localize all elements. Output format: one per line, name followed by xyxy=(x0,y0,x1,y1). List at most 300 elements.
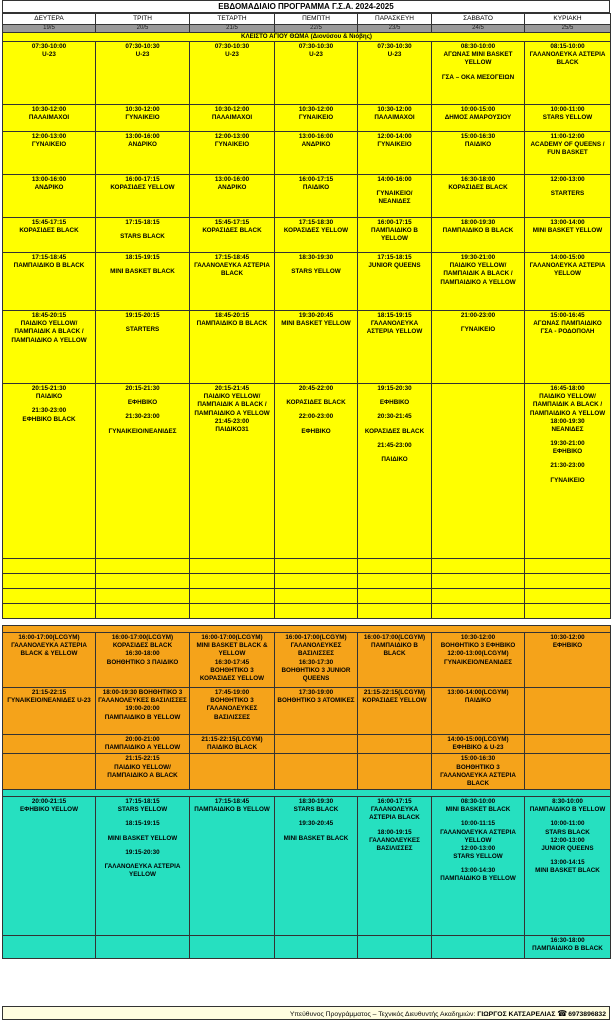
schedule-cell xyxy=(358,105,432,132)
empty-cell xyxy=(3,559,96,574)
empty-cell xyxy=(358,559,432,574)
slot-label: ΠΑΜΠΑΙΔΙΚΟ Β BLACK xyxy=(532,945,603,953)
slot-label: MINI BASKET YELLOW xyxy=(532,227,603,235)
slot-label: ΠΑΙΔΙΚΟ YELLOW/ ΠΑΜΠΑΙΔΙΚΟ Α BLACK xyxy=(107,763,178,779)
slot-time: 08:30-10:00 xyxy=(460,43,496,50)
slot-label: ΓΑΛΑΝΟΛΕΥΚΑ ΑΣΤΕΡΙΑ BLACK xyxy=(194,262,270,278)
schedule-cell xyxy=(432,132,525,175)
day-header-row xyxy=(3,14,611,25)
empty-cell xyxy=(358,604,432,619)
slot-time: 13:00-16:00 xyxy=(125,133,160,140)
slot-label: STARS BLACK xyxy=(293,806,339,814)
schedule-cell xyxy=(432,384,525,559)
slot-label: ΓΑΛΑΝΟΛΕΥΚΑ ΑΣΤΕΡΙΑ YELLOW xyxy=(366,320,423,336)
slot-label: ΚΟΡΑΣΙΔΕΣ YELLOW xyxy=(362,697,427,705)
footer-text: Υπεύθυνος Προγράμματος – Τεχνικός Διευθυντής Ακαδημιών: xyxy=(289,1011,478,1018)
day-header: ΠΕΜΠΤΗ xyxy=(275,14,358,25)
slot-time: 10:00-11:00 xyxy=(550,106,585,113)
slot-time: 13:00-14:15 xyxy=(550,859,585,867)
slot-label: ΠΑΙΔΙΚΟ BLACK xyxy=(206,744,258,752)
slot-time: 10:00-11:00 xyxy=(550,820,585,828)
empty-cell xyxy=(275,574,358,589)
slot-time: 10:00-15:00 xyxy=(460,106,496,113)
schedule-cell xyxy=(190,218,275,253)
schedule-cell xyxy=(358,754,432,790)
venue-banner: ΚΛΕΙΣΤΟ ΑΓΙΟΥ ΘΩΜΑ (Διονύσου & Νιόβης) xyxy=(3,33,611,42)
slot-label: U-23 xyxy=(387,51,402,59)
date-row xyxy=(3,25,611,33)
orange-row xyxy=(3,688,611,735)
orange-row xyxy=(3,633,611,688)
slot-label: ΓΑΛΑΝΟΛΕΥΚΑ ΑΣΤΕΡΙΑ YELLOW xyxy=(440,828,516,844)
spacer xyxy=(3,619,611,626)
slot-label: MINI BASKET BLACK xyxy=(283,834,349,842)
slot-time: 19:15-20:30 xyxy=(125,848,160,856)
schedule-cell xyxy=(96,797,190,936)
schedule-cell xyxy=(96,105,190,132)
schedule-cell xyxy=(432,311,525,384)
slot-label: ΔΗΜΟΣ ΑΜΑΡΟΥΣΙΟΥ xyxy=(444,114,512,122)
yellow-row xyxy=(3,384,611,559)
slot-time: 18:15-19:15 xyxy=(125,820,160,828)
slot-label: ΠΑΜΠΑΙΔΙΚΟ Α YELLOW xyxy=(104,744,181,752)
empty-cell xyxy=(358,589,432,604)
empty-cell xyxy=(432,574,525,589)
slot-label: ΓΥΝΑΙΚΕΙΟ/ΝΕΑΝΙΔΕΣ xyxy=(108,427,177,435)
slot-time: 18:45-20:15 xyxy=(214,312,250,319)
empty-cell xyxy=(525,574,611,589)
slot-label: ΓΣΑ – ΟΚΑ ΜΕΣΟΓΕΙΩΝ xyxy=(441,73,515,81)
yellow-row xyxy=(3,175,611,218)
schedule-cell xyxy=(3,175,96,218)
slot-label: ΑΓΩΝΑΣ ΠΑΜΠΑΙΔΙΚΟ ΓΣΑ - ΡΟΔΟΠΟΛΗ xyxy=(533,320,602,336)
schedule-cell xyxy=(275,218,358,253)
schedule-cell xyxy=(358,688,432,735)
schedule-cell xyxy=(190,311,275,384)
schedule-cell xyxy=(358,132,432,175)
schedule-cell xyxy=(3,735,96,754)
slot-time: 16:00-17:00(LCGYM) xyxy=(363,634,426,641)
schedule-cell xyxy=(432,688,525,735)
empty-cell xyxy=(190,589,275,604)
schedule-cell xyxy=(358,311,432,384)
slot-time: 22:00-23:00 xyxy=(298,413,334,421)
orange-top-row xyxy=(3,626,611,633)
yellow-empty-row xyxy=(3,559,611,574)
slot-time: 21:30-23:00 xyxy=(31,407,67,415)
slot-label: STARS BLACK xyxy=(120,233,165,241)
schedule-cell xyxy=(525,633,611,688)
schedule-cell xyxy=(190,688,275,735)
schedule-cell xyxy=(190,175,275,218)
slot-label: ΠΑΜΠΑΙΔΙΚΟ Β BLACK xyxy=(442,227,514,235)
schedule-cell xyxy=(525,311,611,384)
schedule-cell xyxy=(432,105,525,132)
schedule-cell xyxy=(358,384,432,559)
schedule-table xyxy=(2,13,611,959)
slot-time: 15:00-16:45 xyxy=(550,312,585,319)
date-cell: 20/5 xyxy=(96,25,190,33)
slot-time: 16:00-17:00(LCGYM) xyxy=(111,634,174,641)
slot-label: ΠΑΙΔΙΚΟ xyxy=(35,393,63,401)
schedule-cell xyxy=(3,688,96,735)
slot-label: ΒΟΗΘΗΤΙΚΟ 3 ΓΑΛΑΝΟΛΕΥΚΕΣ ΒΑΣΙΛΙΣΣΕΣ xyxy=(206,697,258,721)
slot-time: 16:00-17:15 xyxy=(377,219,412,226)
schedule-cell xyxy=(432,42,525,105)
orange-row xyxy=(3,754,611,790)
slot-label: STARTERS xyxy=(125,326,160,334)
slot-time: 17:15-18:30 xyxy=(298,219,334,226)
slot-time: 13:00-16:00 xyxy=(31,176,67,183)
yellow-row xyxy=(3,253,611,311)
schedule-cell xyxy=(3,384,96,559)
slot-label: U-23 xyxy=(225,51,239,59)
schedule-cell xyxy=(358,42,432,105)
schedule-cell xyxy=(3,754,96,790)
slot-time: 16:00-17:00(LCGYM) xyxy=(18,634,80,641)
slot-time: 12:00-13:00 xyxy=(214,133,250,140)
slot-label: MINI BASKET BLACK & YELLOW xyxy=(196,642,268,658)
schedule-cell xyxy=(190,253,275,311)
slot-time: 12:00-13:00(LCGYM) xyxy=(447,650,509,658)
slot-label: ΓΥΝΑΙΚΕΙΟ/ ΝΕΑΝΙΔΕΣ xyxy=(376,190,413,206)
slot-time: 16:30-17:30 xyxy=(298,658,334,666)
schedule-cell xyxy=(96,936,190,959)
slot-label: ΕΦΗΒΙΚΟ xyxy=(301,427,331,435)
date-cell: 19/5 xyxy=(3,25,96,33)
slot-label: U-23 xyxy=(42,51,56,59)
slot-label: ΒΟΗΘΗΤΙΚΟ 3 ΠΑΙΔΙΚΟ xyxy=(106,658,179,666)
schedule-cell xyxy=(525,936,611,959)
slot-label: ΠΑΜΠΑΙΔΙΚΟ Β BLACK xyxy=(196,320,268,328)
slot-label: U-23 xyxy=(309,51,323,59)
schedule-sheet xyxy=(2,0,610,1018)
slot-time: 20:15-21:30 xyxy=(125,385,160,392)
schedule-cell xyxy=(275,936,358,959)
schedule-cell xyxy=(432,735,525,754)
slot-label: MINI BASKET BLACK xyxy=(445,806,511,814)
empty-cell xyxy=(96,604,190,619)
slot-label: ΓΑΛΑΝΟΛΕΥΚΑ ΑΣΤΕΡΙΑ BLACK xyxy=(369,806,420,822)
empty-cell xyxy=(525,589,611,604)
schedule-cell xyxy=(3,105,96,132)
schedule-cell xyxy=(358,936,432,959)
yellow-row xyxy=(3,132,611,175)
slot-label: ΑΝΔΡΙΚΟ xyxy=(217,184,247,192)
orange-divider xyxy=(3,626,611,633)
slot-time: 16:30-17:45 xyxy=(214,658,250,666)
empty-cell xyxy=(432,604,525,619)
slot-time: 15:45-17:15 xyxy=(214,219,250,226)
empty-cell xyxy=(3,604,96,619)
slot-time: 07:30-10:00 xyxy=(31,43,67,50)
slot-label: MINI BASKET YELLOW xyxy=(107,834,178,842)
empty-cell xyxy=(432,589,525,604)
slot-time: 07:30-10:30 xyxy=(214,43,250,50)
schedule-cell xyxy=(190,754,275,790)
slot-label: MINI BASKET BLACK xyxy=(535,867,600,875)
schedule-cell xyxy=(96,175,190,218)
schedule-cell xyxy=(358,735,432,754)
schedule-cell xyxy=(358,797,432,936)
slot-time: 10:30-12:00 xyxy=(550,634,585,641)
slot-label: ACADEMY OF QUEENS / FUN BASKET xyxy=(530,141,605,157)
slot-label: ΓΑΛΑΝΟΛΕΥΚΑ ΑΣΤΕΡΙΑ BLACK xyxy=(529,51,606,67)
schedule-cell xyxy=(275,175,358,218)
slot-time: 16:45-18:00 xyxy=(550,385,585,392)
slot-label: ΠΑΜΠΑΙΔΙΚΟ Β BLACK xyxy=(13,262,85,270)
slot-time: 21:15-22:15 xyxy=(125,755,160,763)
slot-label: U-23 xyxy=(135,51,150,59)
schedule-cell xyxy=(96,754,190,790)
slot-time: 07:30-10:30 xyxy=(125,43,160,50)
schedule-cell xyxy=(275,384,358,559)
slot-label: ΠΑΙΔΙΚΟ xyxy=(302,184,330,192)
date-cell: 23/5 xyxy=(358,25,432,33)
slot-time: 12:00-14:00 xyxy=(377,133,412,140)
slot-time: 16:00-17:00(LCGYM) xyxy=(201,634,263,641)
slot-time: 20:00-21:00 xyxy=(125,736,160,743)
slot-time: 16:00-17:00(LCGYM) xyxy=(285,634,347,641)
slot-time: 19:30-21:00 xyxy=(550,440,585,448)
slot-time: 13:00-16:00 xyxy=(298,133,334,140)
schedule-cell xyxy=(525,797,611,936)
schedule-cell xyxy=(275,688,358,735)
slot-label: ΠΑΙΔΙΚΟ xyxy=(381,455,408,463)
slot-time: 17:30-19:00 xyxy=(298,689,334,696)
slot-label: ΠΑΙΔΙΚΟ YELLOW/ ΠΑΜΠΑΙΔΙΚ Α BLACK / ΠΑΜΠΑΙΔΙΚΟ Α YELLOW xyxy=(11,320,87,344)
slot-time: 13:00-14:00(LCGYM) xyxy=(447,689,509,696)
slot-time: 18:00-19:30 ΒΟΗΘΗΤΙΚΟ 3 xyxy=(102,689,183,696)
slot-label: ΚΟΡΑΣΙΔΕΣ BLACK xyxy=(19,227,79,235)
slot-label: ΕΦΗΒΙΚΟ YELLOW xyxy=(19,806,79,814)
slot-label: ΚΟΡΑΣΙΔΕΣ BLACK xyxy=(202,227,262,235)
slot-label: STARTERS xyxy=(550,190,585,198)
teal-top-row xyxy=(3,790,611,797)
slot-label: ΚΟΡΑΣΙΔΕΣ YELLOW xyxy=(283,227,349,235)
slot-time: 18:30-19:30 xyxy=(298,798,334,806)
schedule-cell xyxy=(525,735,611,754)
day-header: ΚΥΡΙΑΚΗ xyxy=(525,14,611,25)
slot-label: ΑΝΔΡΙΚΟ xyxy=(301,141,331,149)
slot-time: 21:00-23:00 xyxy=(460,312,496,319)
empty-cell xyxy=(275,604,358,619)
teal-divider xyxy=(3,790,611,797)
slot-label: STARS BLACK xyxy=(545,828,590,836)
slot-time: 21:45-23:00 xyxy=(214,417,250,425)
empty-cell xyxy=(358,574,432,589)
slot-time: 14:00-15:00(LCGYM) xyxy=(447,736,509,743)
slot-time: 8:30-10:00 xyxy=(552,798,583,806)
slot-time: 19:15-20:30 xyxy=(377,385,412,392)
empty-cell xyxy=(3,589,96,604)
slot-label: STARS YELLOW xyxy=(453,853,503,861)
slot-label: ΠΑΜΠΑΙΔΙΚΟ Β YELLOW xyxy=(371,227,418,243)
slot-time: 07:30-10:30 xyxy=(377,43,412,50)
schedule-cell xyxy=(3,633,96,688)
schedule-cell xyxy=(525,175,611,218)
schedule-cell xyxy=(432,797,525,936)
schedule-cell xyxy=(358,253,432,311)
slot-time: 20:15-21:30 xyxy=(31,385,67,392)
slot-time: 12:00-13:00 xyxy=(460,844,496,852)
schedule-cell xyxy=(3,253,96,311)
slot-label: ΠΑΙΔΙΚΟ31 xyxy=(215,425,249,433)
schedule-cell xyxy=(432,175,525,218)
slot-label: ΕΦΗΒΙΚΟ xyxy=(552,642,583,650)
slot-label: ΕΦΗΒΙΚΟ xyxy=(127,399,158,407)
schedule-cell xyxy=(96,311,190,384)
slot-time: 21:30-23:00 xyxy=(125,413,160,421)
date-cell: 22/5 xyxy=(275,25,358,33)
slot-time: 13:00-14:00 xyxy=(550,219,585,226)
empty-cell xyxy=(190,559,275,574)
schedule-cell xyxy=(275,797,358,936)
slot-label: ΠΑΜΠΑΙΔΙΚΟ Β YELLOW xyxy=(104,713,181,721)
slot-label: ΠΑΙΔΙΚΟ YELLOW/ ΠΑΜΠΑΙΔΙΚ Α BLACK / ΠΑΜΠΑΙΔΙΚΟ Α YELLOW xyxy=(529,393,606,417)
slot-time: 19:15-20:15 xyxy=(125,312,160,319)
day-header: ΠΑΡΑΣΚΕΥΗ xyxy=(358,14,432,25)
schedule-cell xyxy=(432,218,525,253)
slot-label: MINI BASKET YELLOW xyxy=(281,320,351,328)
venue-banner-row xyxy=(3,33,611,42)
slot-label: ΓΑΛΑΝΟΛΕΥΚΑ ΑΣΤΕΡΙΑ YELLOW xyxy=(104,862,181,879)
schedule-cell xyxy=(3,311,96,384)
slot-time: 13:00-14:30 xyxy=(460,867,496,875)
slot-time: 18:15-19:15 xyxy=(377,312,412,319)
slot-time: 12:00-13:00 xyxy=(31,133,67,140)
slot-time: 16:30-18:00 xyxy=(550,937,585,945)
empty-cell xyxy=(96,559,190,574)
slot-label: ΠΑΜΠΑΙΔΙΚΟ Β YELLOW xyxy=(194,806,270,814)
slot-time: 14:00-16:00 xyxy=(377,176,412,183)
schedule-cell xyxy=(190,132,275,175)
slot-label: ΑΝΔΡΙΚΟ xyxy=(128,141,157,149)
slot-label: ΓΥΝΑΙΚΕΙΟ xyxy=(125,114,160,122)
slot-label: ΕΦΗΒΙΚΟ xyxy=(552,448,583,456)
empty-cell xyxy=(275,559,358,574)
schedule-cell xyxy=(3,797,96,936)
orange-row xyxy=(3,735,611,754)
slot-label: ΕΦΗΒΙΚΟ & U-23 xyxy=(452,744,504,752)
footer xyxy=(2,1006,610,1020)
slot-time: 15:45-17:15 xyxy=(31,219,67,226)
slot-label: ΠΑΜΠΑΙΔΙΚΟ Β BLACK xyxy=(371,642,418,658)
slot-label: ΒΟΗΘΗΤΙΚΟ 3 ΑΤΟΜΙΚΕΣ xyxy=(277,697,355,705)
schedule-cell xyxy=(96,735,190,754)
slot-label: ΓΥΝΑΙΚΕΙΟ xyxy=(214,141,250,149)
empty-cell xyxy=(525,604,611,619)
schedule-cell xyxy=(275,633,358,688)
slot-label: ΑΝΔΡΙΚΟ xyxy=(34,184,64,192)
slot-time: 17:15-18:15 xyxy=(125,798,160,806)
slot-label: ΠΑΛΑΙΜΑΧΟΙ xyxy=(28,114,70,122)
schedule-cell xyxy=(525,253,611,311)
schedule-cell xyxy=(525,132,611,175)
phone-icon: ☎ xyxy=(557,1009,568,1018)
slot-label: ΚΟΡΑΣΙΔΕΣ BLACK xyxy=(286,399,346,407)
schedule-cell xyxy=(96,384,190,559)
empty-cell xyxy=(3,574,96,589)
slot-label: ΓΑΛΑΝΟΛΕΥΚΕΣ ΒΑΣΙΛΙΣΣΕΣ xyxy=(369,836,420,852)
slot-label: ΒΟΗΘΗΤΙΚΟ 3 ΚΟΡΑΣΙΔΕΣ YELLOW xyxy=(199,666,265,682)
slot-time: 15:00-16:30 xyxy=(460,755,496,763)
slot-time: 20:15-21:45 xyxy=(214,385,250,392)
slot-label: ΕΦΗΒΙΚΟ xyxy=(379,399,410,407)
slot-time: 10:30-12:00 xyxy=(31,106,67,113)
day-header: ΤΕΤΑΡΤΗ xyxy=(190,14,275,25)
slot-label: ΓΑΛΑΝΟΛΕΥΚΕΣ ΒΑΣΙΛΙΣΣΕΣ xyxy=(290,642,342,658)
slot-time: 20:45-22:00 xyxy=(298,385,334,392)
slot-label: ΠΑΙΔΙΚΟ xyxy=(464,697,492,705)
slot-label: ΠΑΙΔΙΚΟ YELLOW/ ΠΑΜΠΑΙΔΙΚ Α BLACK / ΠΑΜΠΑΙΔΙΚΟ Α YELLOW xyxy=(440,262,516,286)
slot-label: ΝΕΑΝΙΔΕΣ xyxy=(551,425,584,433)
schedule-cell xyxy=(275,253,358,311)
slot-label: ΓΥΝΑΙΚΕΙΟ xyxy=(550,476,585,484)
schedule-title: ΕΒΔΟΜΑΔΙΑΙΟ ΠΡΟΓΡΑΜΜΑ Γ.Σ.Α. 2024-2025 xyxy=(2,0,610,13)
slot-label: ΚΟΡΑΣΙΔΕΣ YELLOW xyxy=(110,184,175,192)
slot-time: 16:30-18:00 xyxy=(125,650,160,658)
slot-time: 21:30-23:00 xyxy=(550,462,585,470)
slot-time: 10:30-12:00 xyxy=(460,634,496,641)
slot-label: ΓΥΝΑΙΚΕΙΟ xyxy=(377,141,412,149)
teal-row xyxy=(3,936,611,959)
yellow-empty-row xyxy=(3,574,611,589)
day-header: ΣΑΒΒΑΤΟ xyxy=(432,14,525,25)
schedule-cell xyxy=(96,633,190,688)
slot-label: ΓΥΝΑΙΚΕΙΟ/ΝΕΑΝΙΔΕΣ xyxy=(443,658,513,666)
slot-time: 16:00-17:15 xyxy=(377,798,412,806)
slot-time: 10:30-12:00 xyxy=(125,106,160,113)
empty-cell xyxy=(432,559,525,574)
slot-label: ΠΑΛΑΙΜΑΧΟΙ xyxy=(211,114,253,122)
slot-label: ΒΟΗΘΗΤΙΚΟ 3 ΕΦΗΒΙΚΟ xyxy=(440,642,516,650)
empty-cell xyxy=(190,604,275,619)
slot-time: 12:00-13:00 xyxy=(550,176,585,183)
slot-label: ΒΟΗΘΗΤΙΚΟ 3 JUNIOR QUEENS xyxy=(281,666,351,682)
schedule-cell xyxy=(275,311,358,384)
slot-time: 11:00-12:00 xyxy=(550,133,585,140)
slot-label: STARS YELLOW xyxy=(542,114,593,122)
schedule-cell xyxy=(190,936,275,959)
slot-time: 13:00-16:00 xyxy=(214,176,250,183)
date-cell: 25/5 xyxy=(525,25,611,33)
slot-time: 14:00-15:00 xyxy=(550,254,585,261)
slot-label: ΠΑΜΠΑΙΔΙΚΟ Β YELLOW xyxy=(529,806,606,814)
schedule-cell xyxy=(3,42,96,105)
schedule-cell xyxy=(525,218,611,253)
schedule-cell xyxy=(96,253,190,311)
yellow-row xyxy=(3,218,611,253)
footer-phone: 6973896832 xyxy=(568,1011,606,1018)
schedule-cell xyxy=(432,754,525,790)
slot-time: 17:45-19:00 xyxy=(214,689,250,696)
schedule-cell xyxy=(3,132,96,175)
slot-time: 19:30-20:45 xyxy=(298,312,334,319)
empty-cell xyxy=(96,574,190,589)
slot-label: ΓΥΝΑΙΚΕΙΟ xyxy=(460,326,496,334)
yellow-row xyxy=(3,311,611,384)
slot-label: ΠΑΙΔΙΚΟ YELLOW/ ΠΑΜΠΑΙΔΙΚ Α BLACK / ΠΑΜΠΑΙΔΙΚΟ Α YELLOW xyxy=(194,393,270,417)
spacer-row xyxy=(3,619,611,626)
slot-time: 16:30-18:00 xyxy=(460,176,496,183)
slot-label: ΓΥΝΑΙΚΕΙΟ xyxy=(31,141,67,149)
slot-time: 21:15-22:15(LCGYM) xyxy=(363,689,426,696)
yellow-row xyxy=(3,105,611,132)
slot-label: STARS YELLOW xyxy=(117,806,168,814)
slot-label: ΚΟΡΑΣΙΔΕΣ BLACK xyxy=(364,427,425,435)
schedule-cell xyxy=(190,42,275,105)
